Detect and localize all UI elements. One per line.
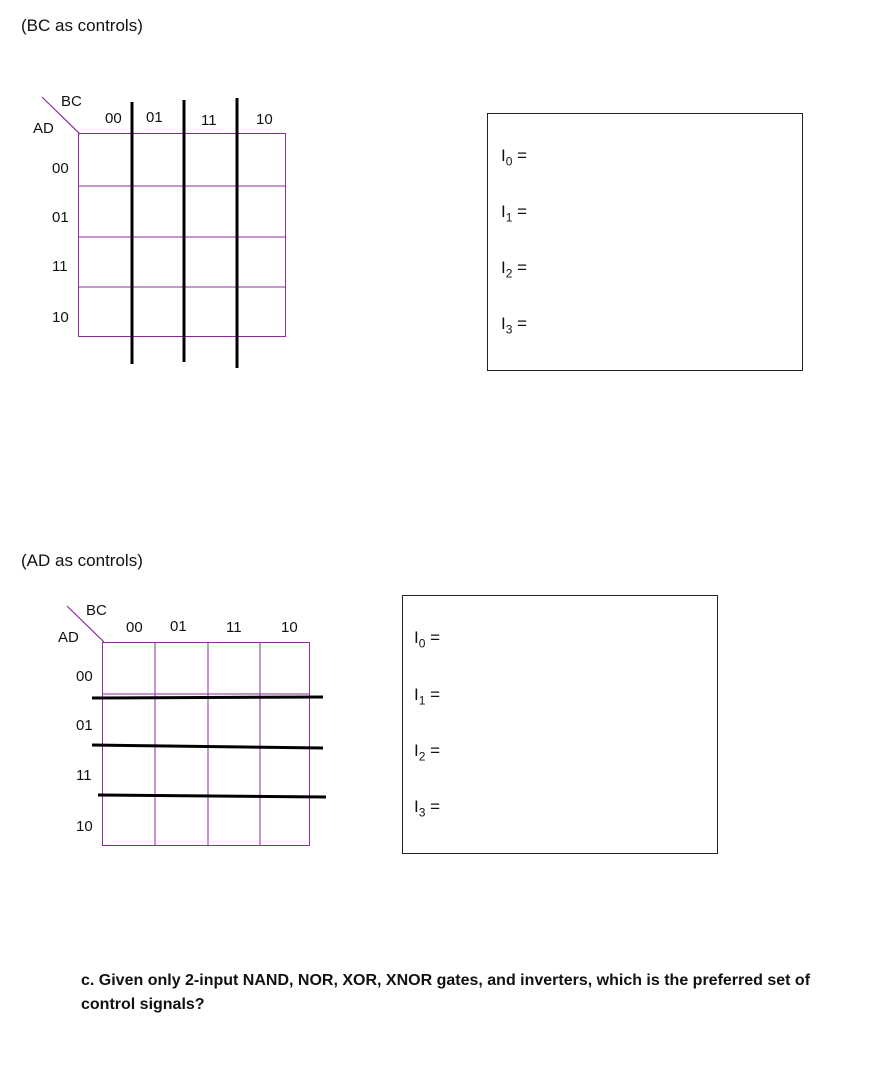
equation-i3: $I_3$ = — [501, 314, 528, 337]
equation-i2: $I_2$ = — [414, 741, 441, 764]
section2-heading: (AD as controls) — [21, 551, 143, 570]
kmap2-row-label: 01 — [76, 717, 93, 734]
equation-i1: $I_1$ = — [414, 685, 441, 708]
kmap1-row-label: 00 — [52, 160, 69, 177]
kmap2-corner-bc-label: BC — [86, 602, 107, 619]
equation-i0: $I_0$ = — [501, 146, 528, 169]
kmap2-col-label: 10 — [281, 619, 298, 636]
equations-box-2 — [402, 595, 718, 854]
kmap2-col-label: 11 — [226, 619, 242, 636]
kmap2-col-label: 01 — [170, 618, 187, 635]
equations-box-1 — [487, 113, 803, 371]
kmap2-row-label: 00 — [76, 668, 93, 685]
section1-heading: (BC as controls) — [21, 16, 143, 35]
equation-i0: $I_0$ = — [414, 628, 441, 651]
kmap1-row-label: 11 — [52, 258, 68, 275]
kmap1-col-label: 10 — [256, 111, 273, 128]
kmap2-row-label: 11 — [76, 767, 92, 784]
equation-i3: $I_3$ = — [414, 797, 441, 820]
kmap1-col-label: 00 — [105, 110, 122, 127]
kmap1-row-label: 10 — [52, 309, 69, 326]
kmap1-corner-ad-label: AD — [33, 120, 54, 137]
kmap1-col-label: 01 — [146, 109, 163, 126]
kmap2-row-label: 10 — [76, 818, 93, 835]
kmap1-corner-bc-label: BC — [61, 93, 82, 110]
kmap2-corner-ad-label: AD — [58, 629, 79, 646]
equation-i1: $I_1$ = — [501, 202, 528, 225]
kmap1-control-dividers — [124, 96, 244, 370]
question-c: c. Given only 2-input NAND, NOR, XOR, XNOR gates, and inverters, which is the preferred set of control signals? — [81, 972, 811, 1013]
kmap1-row-label: 01 — [52, 209, 69, 226]
kmap2-col-label: 00 — [126, 619, 143, 636]
kmap2-control-dividers — [88, 690, 332, 806]
equation-i2: $I_2$ = — [501, 258, 528, 281]
kmap1-col-label: 11 — [201, 112, 217, 129]
